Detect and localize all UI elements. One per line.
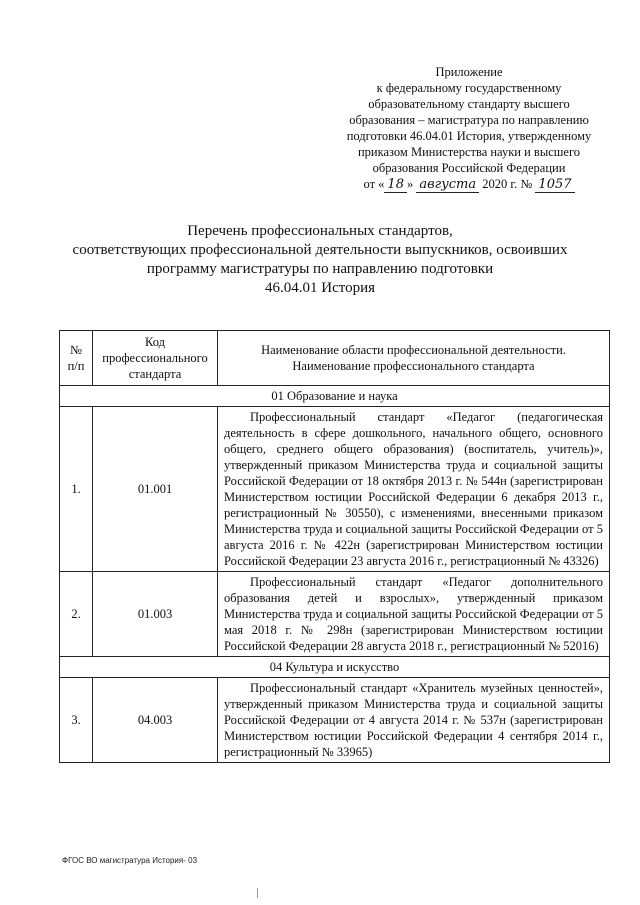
section-row (60, 386, 610, 407)
annex-line: подготовки 46.04.01 История, утвержденному (346, 129, 592, 143)
order-number-handwritten: 1057 (535, 178, 574, 193)
title-line: соответствующих профессиональной деятельности выпускников, освоивших (72, 242, 568, 258)
annex-line: образования Российской Федерации (372, 161, 566, 175)
section-title: 01 Образование и наука (60, 386, 610, 407)
row-num: 1. (60, 407, 93, 572)
annex-line: к федеральному государственному (376, 81, 562, 95)
row-name: Профессиональный стандарт «Хранитель музейных ценностей», утвержденный приказом Министерства труда и социальной защиты Российской Федерации от 4 августа 2014 г. № 537н (зарегистрирован Министерством юстиции Российской Федерации 4 сентября 2014 г., регистрационный № 33965) (218, 678, 610, 763)
table-row (60, 407, 610, 572)
table-row (60, 678, 610, 763)
section-title: 04 Культура и искусство (60, 657, 610, 678)
row-code: 04.003 (93, 678, 218, 763)
annex-line: образования – магистратура по направлению (349, 113, 589, 127)
annex-line: приказом Министерства науки и высшего (357, 145, 581, 159)
document-title (60, 222, 580, 298)
row-num: 2. (60, 572, 93, 657)
row-num: 3. (60, 678, 93, 763)
header-num: № п/п (60, 331, 93, 386)
row-name: Профессиональный стандарт «Педагог (педагогическая деятельность в сфере дошкольного, начального общего, основного общего, среднего общего образования) (воспитатель, учитель)», утвержденный приказом Министерства труда и социальной защиты Российской Федерации от 18 октября 2013 г. № 544н (зарегистрирован Министерством юстиции Российской Федерации 6 декабря 2013 г., регистрационный № 30550), с изменениями, внесенными приказом Министерства труда и социальной защиты Российской Федерации от 5 августа 2016 г. № 422н (зарегистрирован Министерством юстиции Российской Федерации 23 августа 2016 г., регистрационный № 43326) (218, 407, 610, 572)
title-line: 46.04.01 История (264, 280, 376, 296)
header-name: Наименование области профессиональной деятельности. Наименование профессионального стандарта (218, 331, 610, 386)
annex-block (338, 64, 600, 193)
annex-title: Приложение (435, 65, 503, 79)
row-code: 01.003 (93, 572, 218, 657)
title-line: Перечень профессиональных стандартов, (187, 223, 453, 239)
table-row (60, 572, 610, 657)
page-footer: ФГОС ВО магистратура История- 03 (62, 856, 198, 865)
order-month-handwritten: августа (416, 178, 479, 193)
table-header-row (60, 331, 610, 386)
scan-mark (257, 888, 258, 898)
section-row (60, 657, 610, 678)
header-code: Код профессионального стандарта (93, 331, 218, 386)
annex-line: образовательному стандарту высшего (368, 97, 570, 111)
row-code: 01.001 (93, 407, 218, 572)
order-mid: » (406, 177, 414, 191)
order-date-line (338, 176, 600, 193)
order-prefix: от « (363, 177, 385, 191)
order-year: 2020 г. № (482, 177, 533, 191)
row-name: Профессиональный стандарт «Педагог дополнительного образования детей и взрослых», утвержденный приказом Министерства труда и социальной защиты Российской Федерации от 5 мая 2018 г. № 298н (зарегистрирован Министерством юстиции Российской Федерации 28 августа 2018 г., регистрационный № 52016) (218, 572, 610, 657)
order-day-handwritten: 18 (384, 178, 407, 193)
title-line: программу магистратуры по направлению подготовки (146, 261, 494, 277)
standards-table (59, 330, 610, 763)
